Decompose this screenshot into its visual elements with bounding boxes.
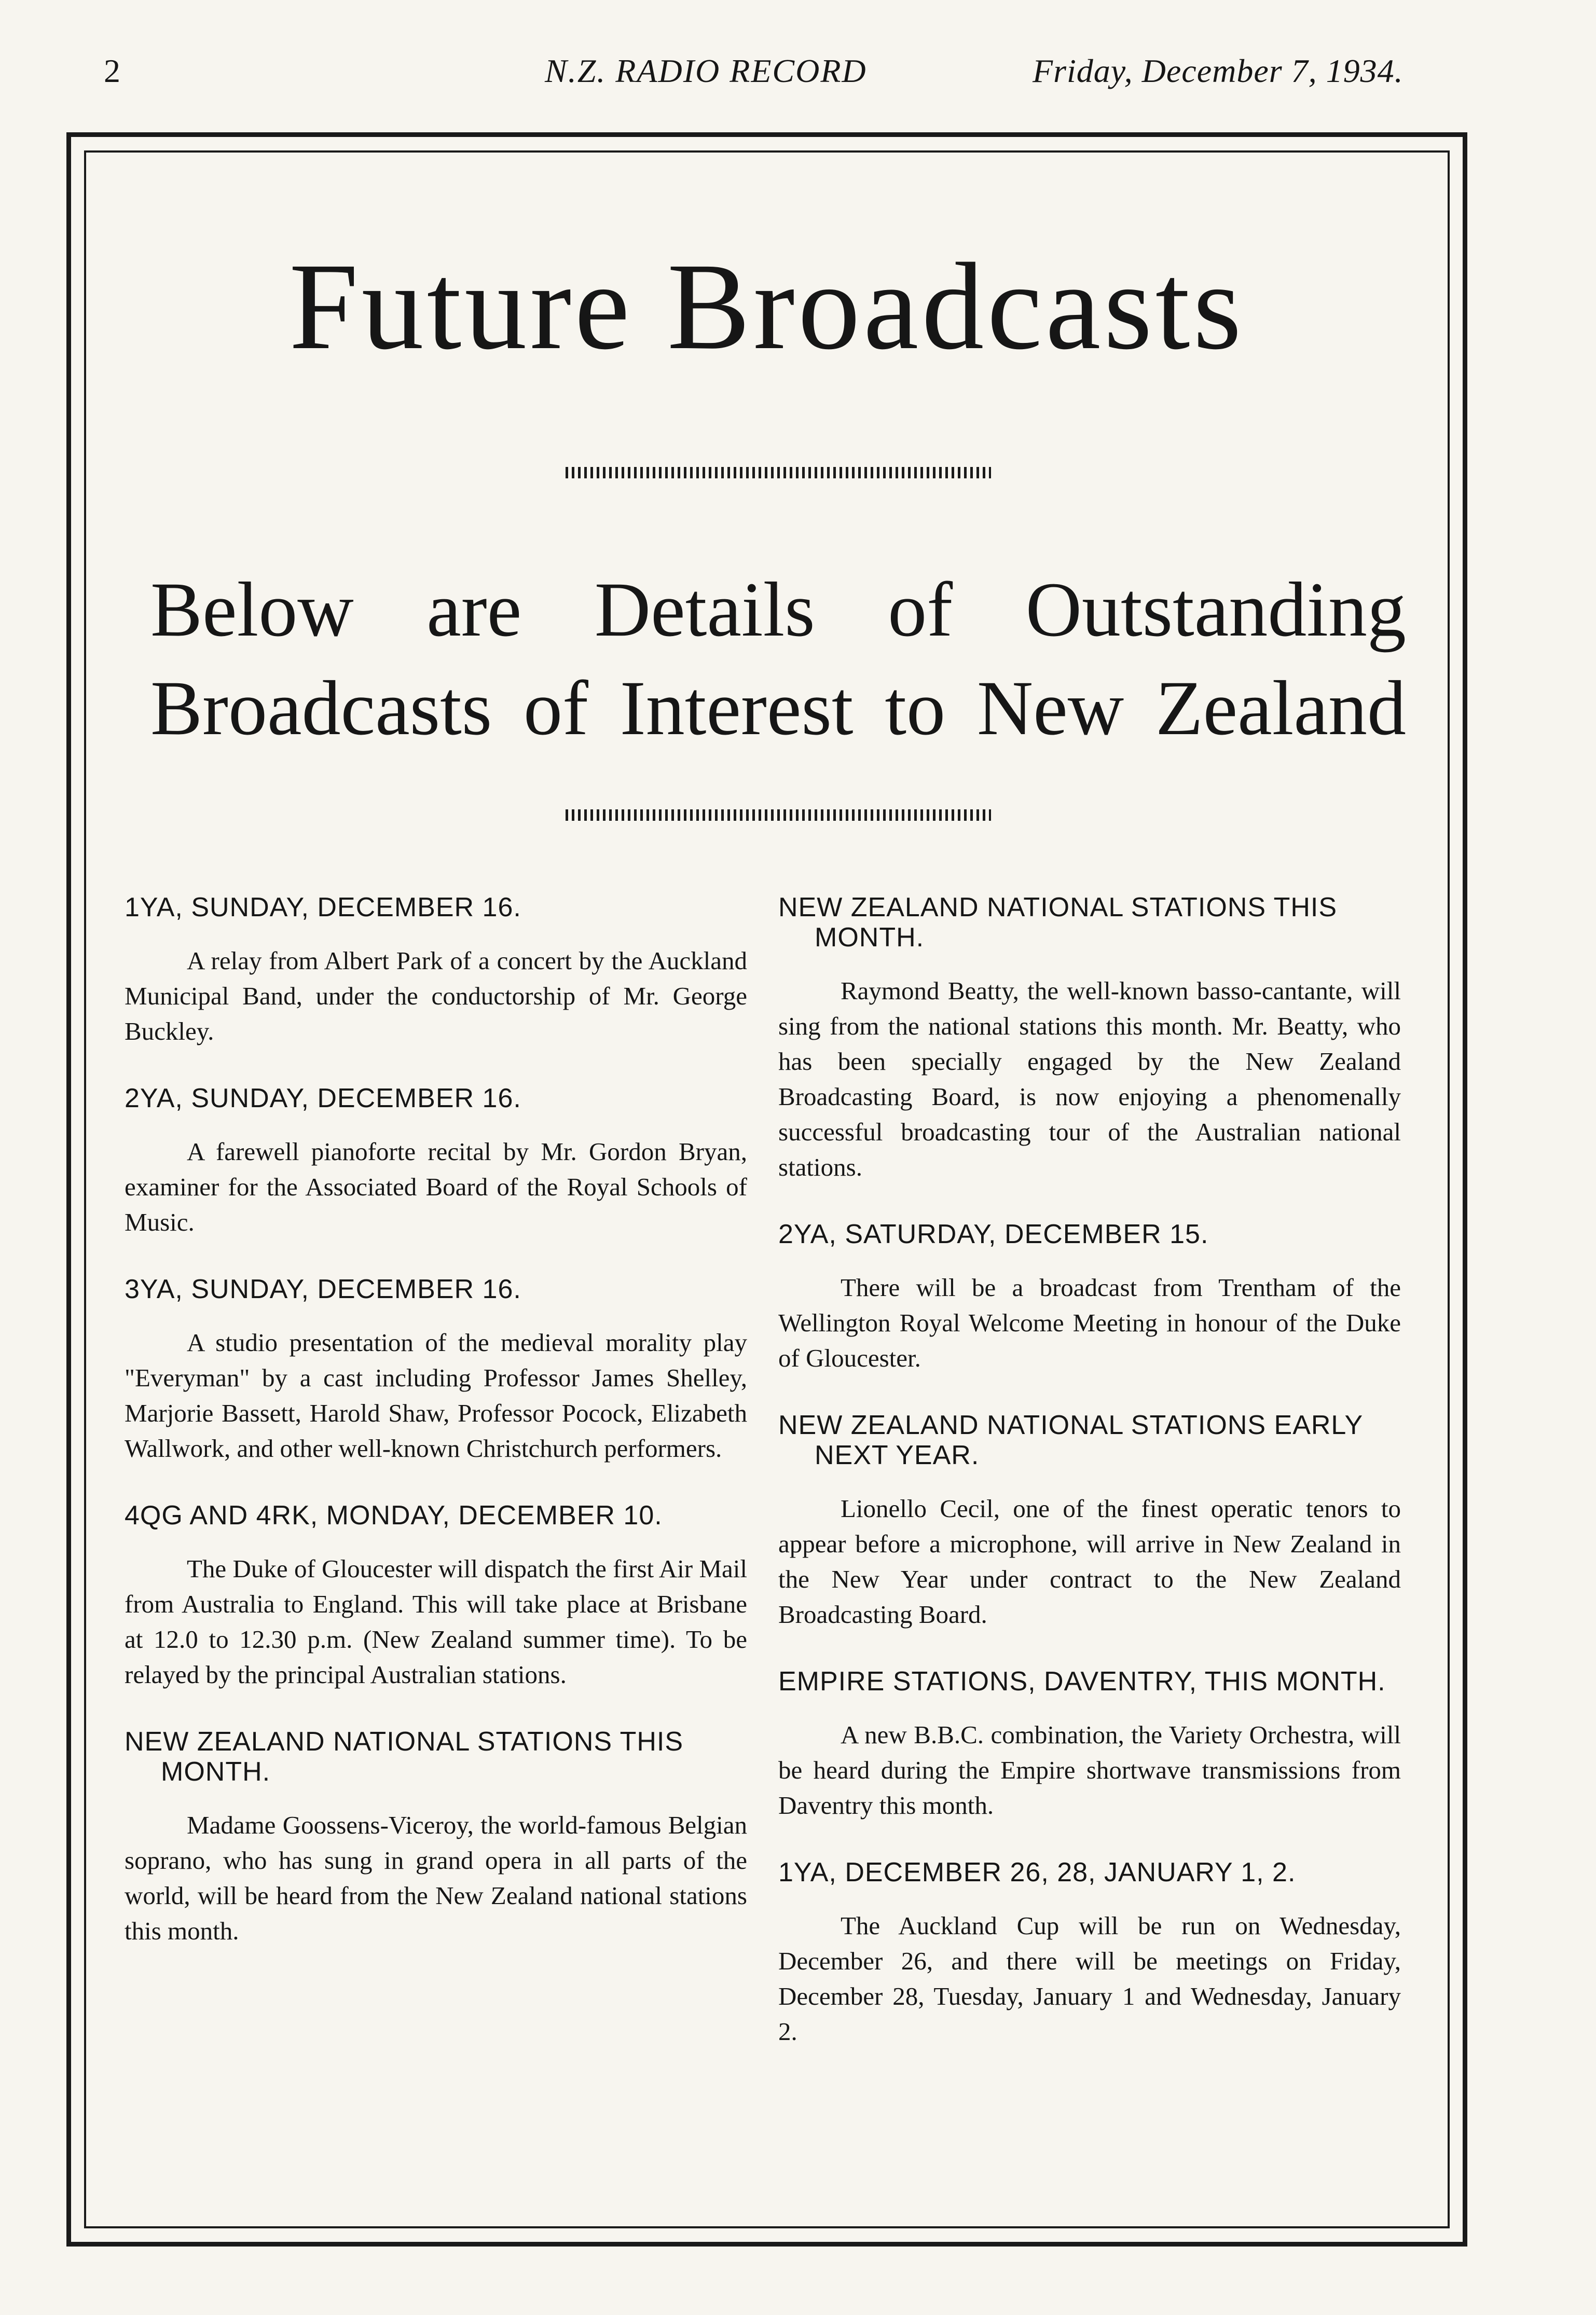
broadcast-body: A studio presentation of the medieval morality play "Everyman" by a cast including Professor James Shelley, Marjorie Bassett, Harold Shaw, Professor Pocock, Elizabeth Wallwork, and other well-known Christchurch performers. [125,1328,747,1463]
issue-date: Friday, December 7, 1934. [1033,52,1404,89]
broadcast-item [125,1500,747,1692]
broadcast-heading: 1YA, DECEMBER 26, 28, JANUARY 1, 2. [778,1857,1296,1887]
broadcast-body: Lionello Cecil, one of the finest operatic tenors to appear before a microphone, will arrive in New Zealand in the New Year under contract to the New Zealand Broadcasting Board. [778,1494,1401,1629]
subtitle-line-1: Below are Details of Outstanding [150,567,1406,653]
right-column [778,892,1401,2084]
page-number: 2 [104,52,120,89]
broadcast-item [778,1666,1401,1823]
broadcast-body: There will be a broadcast from Trentham of the Wellington Royal Welcome Meeting in honour of the Duke of Gloucester. [778,1273,1401,1372]
broadcast-heading: 4QG AND 4RK, MONDAY, DECEMBER 10. [125,1500,663,1531]
broadcast-heading: EMPIRE STATIONS, DAVENTRY, THIS MONTH. [778,1666,1386,1697]
broadcast-body: Madame Goossens-Viceroy, the world-famous Belgian soprano, who has sung in grand opera in all parts of the world, will be heard from the New Zealand national stations this month. [125,1811,747,1945]
broadcast-heading: 2YA, SUNDAY, DECEMBER 16. [125,1083,521,1113]
broadcast-body: Raymond Beatty, the well-known basso-cantante, will sing from the national stations this month. Mr. Beatty, who has been specially engaged by the New Zealand Broadcasting Board, is now enjoying a phenomenally successful broadcasting tour of the Australian national stations. [778,976,1401,1181]
broadcast-body: The Auckland Cup will be run on Wednesday, December 26, and there will be meetings on Friday, December 28, Tuesday, January 1 and Wednesday, January 2. [778,1911,1401,2046]
page-title: Future Broadcasts [289,237,1245,375]
broadcast-heading: NEW ZEALAND NATIONAL STATIONS THIS MONTH. [125,1727,684,1787]
subtitle [150,560,1406,757]
broadcast-heading: 1YA, SUNDAY, DECEMBER 16. [125,892,521,922]
broadcast-item [778,892,1401,1185]
decorative-rule-bottom [566,809,991,821]
broadcast-heading: 2YA, SATURDAY, DECEMBER 15. [778,1219,1209,1249]
publication-name: N.Z. RADIO RECORD [545,52,867,89]
broadcast-item [778,1219,1401,1376]
left-column [125,892,747,1983]
broadcast-item [778,1410,1401,1632]
broadcast-body: A new B.B.C. combination, the Variety Orchestra, will be heard during the Empire shortwave transmissions from Daventry this month. [778,1720,1401,1820]
broadcast-body: A farewell pianoforte recital by Mr. Gordon Bryan, examiner for the Associated Board of the Royal Schools of Music. [125,1137,747,1236]
broadcast-item [125,892,747,1049]
broadcast-heading: NEW ZEALAND NATIONAL STATIONS THIS MONTH. [778,892,1338,953]
broadcast-item [125,1727,747,1949]
decorative-rule-top [566,467,991,478]
broadcast-body: A relay from Albert Park of a concert by the Auckland Municipal Band, under the conductorship of Mr. George Buckley. [125,946,747,1045]
broadcast-item [778,1857,1401,2049]
broadcast-body: The Duke of Gloucester will dispatch the first Air Mail from Australia to England. This will take place at Brisbane at 12.0 to 12.30 p.m. (New Zealand summer time). To be relayed by the principal Australian stations. [125,1554,747,1689]
broadcast-heading: 3YA, SUNDAY, DECEMBER 16. [125,1274,521,1304]
broadcast-item [125,1274,747,1466]
broadcast-item [125,1083,747,1240]
page-header [0,52,1596,99]
subtitle-line-2: Broadcasts of Interest to New Zealand [150,665,1406,751]
broadcast-heading: NEW ZEALAND NATIONAL STATIONS EARLY NEXT YEAR. [778,1410,1363,1470]
